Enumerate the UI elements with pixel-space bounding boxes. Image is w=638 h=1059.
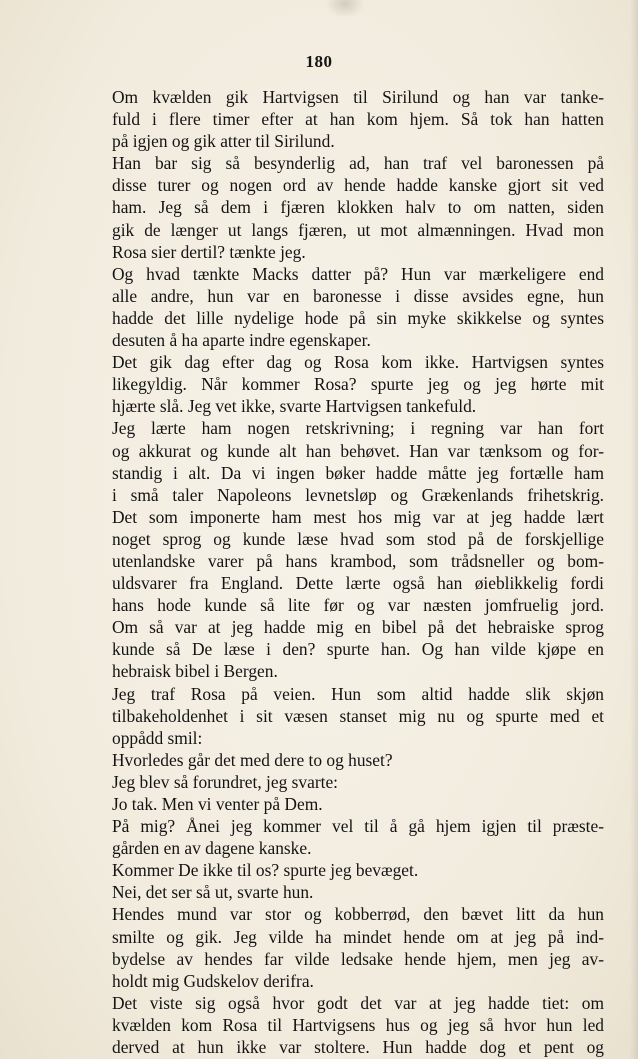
text-line: Jeg lærte ham nogen retskrivning; i regning var han fort bbox=[112, 418, 604, 439]
paper-stain bbox=[325, 0, 365, 18]
text-line: Og hvad tænkte Macks datter på? Hun var mærkeligere end bbox=[112, 263, 604, 284]
text-line: hjærte slå. Jeg vet ikke, svarte Hartvigsen tankefuld. bbox=[112, 396, 477, 417]
text-line: holdt mig Gudskelov derifra. bbox=[112, 970, 314, 991]
text-line: disse turer og nogen ord av hende hadde kanske gjort sit ved bbox=[112, 175, 604, 196]
text-line: gården en av dagene kanske. bbox=[112, 838, 312, 859]
text-line: Jeg traf Rosa på veien. Hun som altid hadde slik skjøn bbox=[112, 683, 604, 704]
text-line: desuten å ha aparte indre egenskaper. bbox=[112, 330, 371, 351]
text-line: alle andre, hun var en baronesse i disse avsides egne, hun bbox=[112, 285, 604, 306]
text-line: Om kvælden gik Hartvigsen til Sirilund og han var tanke- bbox=[112, 87, 604, 107]
text-line: Han bar sig så besynderlig ad, han traf vel baronessen på bbox=[112, 153, 604, 174]
text-line: Hendes mund var stor og kobberrød, den bævet litt da hun bbox=[112, 904, 604, 925]
text-line: Nei, det ser så ut, svarte hun. bbox=[112, 882, 314, 903]
text-line: fuld i flere timer efter at han kom hjem. Så tok han hatten bbox=[112, 109, 604, 130]
page-number: 180 bbox=[305, 52, 333, 71]
text-line: hadde det lille nydelige hode på sin myke skikkelse og syntes bbox=[112, 307, 604, 328]
text-line: Det gik dag efter dag og Rosa kom ikke. Hartvigsen syntes bbox=[112, 352, 604, 373]
text-line: bydelse av hendes far vilde ledsake hende hjem, men jeg av- bbox=[112, 948, 604, 969]
text-line: i små taler Napoleons levnetsløp og Grækenlands frihetskrig. bbox=[112, 484, 604, 505]
text-line: likegyldig. Når kommer Rosa? spurte jeg og jeg hørte mit bbox=[112, 374, 604, 395]
text-line: på igjen og gik atter til Sirilund. bbox=[112, 131, 335, 152]
text-line: Hvorledes går det med dere to og huset? bbox=[112, 749, 393, 770]
body-text bbox=[112, 86, 604, 1058]
text-line: Kommer De ikke til os? spurte jeg bevæget. bbox=[112, 860, 419, 881]
text-line: Det som imponerte ham mest hos mig var at jeg hadde lært bbox=[112, 506, 604, 527]
text-line: smilte og gik. Jeg vilde ha mindet hende om at jeg på ind- bbox=[112, 926, 604, 947]
text-line: noget sprog og kunde læse hvad som stod på de forskjellige bbox=[112, 528, 604, 549]
text-line: derved at hun ikke var stoltere. Hun hadde dog et pent og bbox=[112, 1037, 604, 1058]
text-line: uldsvarer fra England. Dette lærte også han øieblikkelig fordi bbox=[112, 573, 604, 594]
text-line: Rosa sier dertil? tænkte jeg. bbox=[112, 241, 306, 262]
text-line: og akkurat og kunde alt han behøvet. Han var tænksom og for- bbox=[112, 440, 604, 461]
text-line: utenlandske varer på hans krambod, som trådsneller og bom- bbox=[112, 550, 604, 571]
text-line: opрådd smil: bbox=[112, 727, 203, 748]
text-line: kunde så De læse i den? spurte han. Og han vilde kjøpe en bbox=[112, 639, 604, 660]
text-line: ham. Jeg så dem i fjæren klokken halv to om natten, siden bbox=[112, 197, 604, 218]
text-line: kvælden kom Rosa til Hartvigsens hus og jeg så hvor hun led bbox=[112, 1014, 604, 1035]
text-line: Jo tak. Men vi venter på Dem. bbox=[112, 794, 323, 814]
text-line: tilbakeholdenhet i sit væsen stanset mig nu og spurte med et bbox=[112, 705, 604, 726]
page-edge-shadow bbox=[630, 0, 638, 1059]
text-line: Jeg blev så forundret, jeg svarte: bbox=[112, 771, 339, 792]
text-line: gik de længer ut langs fjæren, ut mot almænningen. Hvad mon bbox=[112, 219, 604, 240]
text-line: standig i alt. Da vi ingen bøker hadde måtte jeg fortælle ham bbox=[112, 462, 604, 483]
text-line: På mig? Ånei jeg kommer vel til å gå hjem igjen til præste- bbox=[112, 816, 604, 837]
text-line: Om så var at jeg hadde mig en bibel på det hebraiske sprog bbox=[112, 617, 604, 638]
text-line: Det viste sig også hvor godt det var at jeg hadde tiet: om bbox=[112, 992, 604, 1013]
text-line: hans hode kunde så lite før og var næsten jomfruelig jord. bbox=[112, 595, 604, 616]
text-line: hebraisk bibel i Bergen. bbox=[112, 661, 278, 682]
